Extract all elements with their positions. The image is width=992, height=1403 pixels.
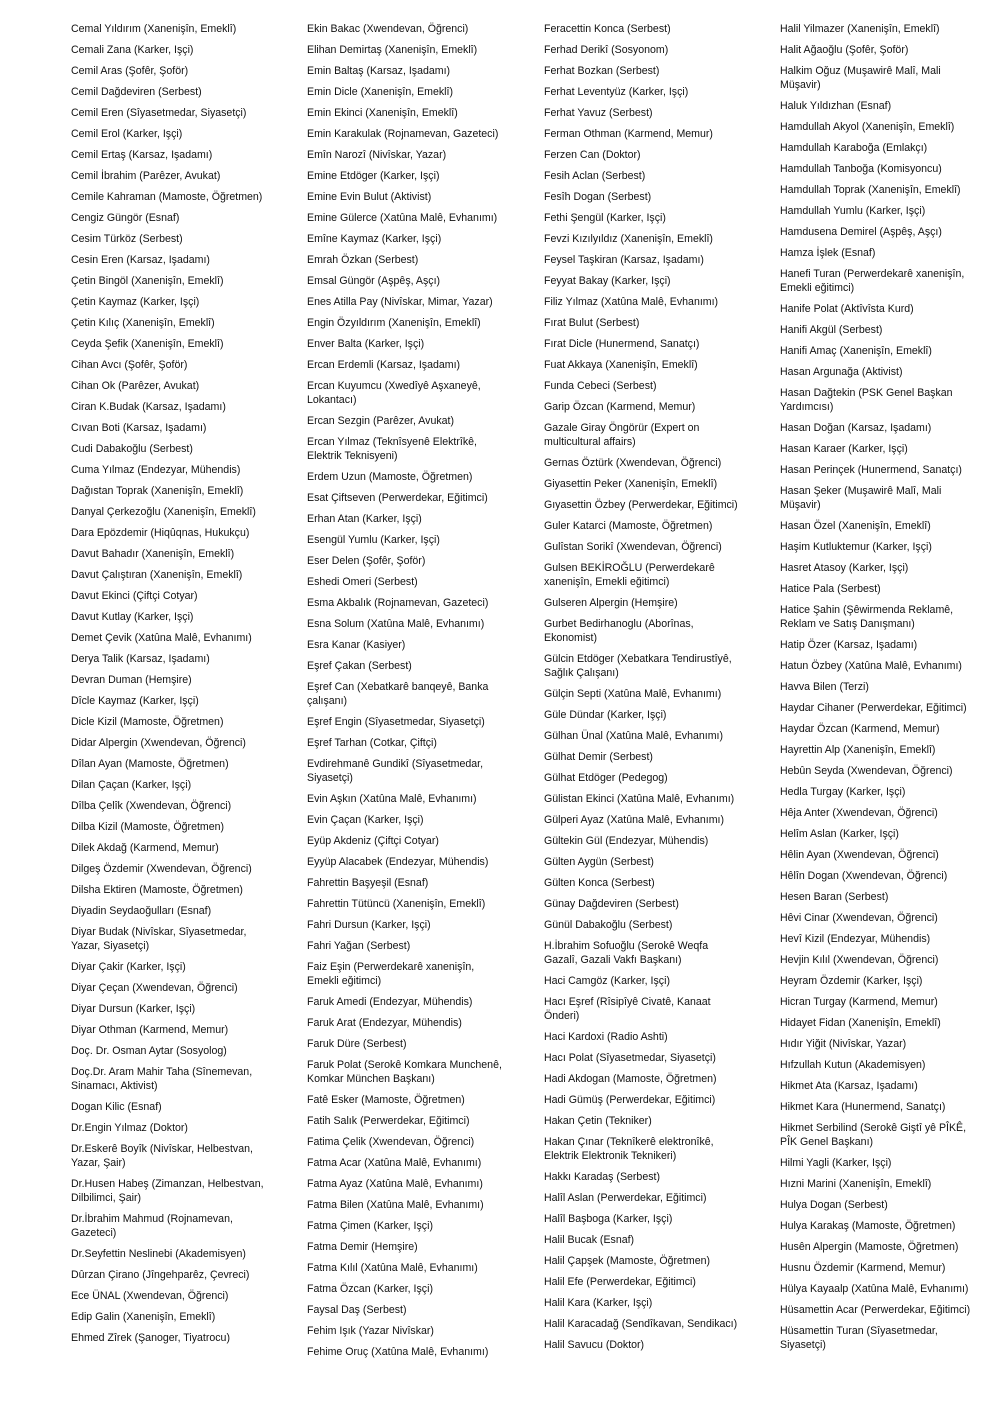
list-item: Gülten Konca (Serbest) [544, 877, 655, 889]
list-item: Cıvan Boti (Karsaz, Işadamı) [71, 422, 207, 434]
list-item: Dr.Seyfettin Neslinebi (Akademisyen) [71, 1248, 246, 1260]
list-item: Enes Atilla Pay (Nivîskar, Mimar, Yazar) [307, 296, 493, 308]
list-item: Emin Karakulak (Rojnamevan, Gazeteci) [307, 128, 499, 140]
list-item: Halîl Aslan (Perwerdekar, Eğitimci) [544, 1192, 707, 1204]
list-item: Hüsamettin Acar (Perwerdekar, Eğitimci) [780, 1304, 971, 1316]
list-item: Emîn Narozî (Nivîskar, Yazar) [307, 149, 447, 161]
list-item: Fevzi Kızılyıldız (Xanenişîn, Emeklî) [544, 233, 713, 245]
list-item: Ceyda Şefik (Xanenişîn, Emeklî) [71, 338, 224, 350]
list-item: Gülten Aygün (Serbest) [544, 856, 654, 868]
list-item: Husên Alpergin (Mamoste, Öğretmen) [780, 1241, 959, 1253]
list-item: Hamdullah Tanboğa (Komisyoncu) [780, 163, 942, 175]
list-item: Hacı Eşref (Rîsipîyê Civatê, Kanaat Önderi) [544, 996, 711, 1022]
list-item: Edip Galin (Xanenişîn, Emeklî) [71, 1311, 216, 1323]
list-item: Fahrettin Başyeşil (Esnaf) [307, 877, 429, 889]
list-item: Evin Çaçan (Karker, Işçi) [307, 814, 424, 826]
list-item: Diyadin Seydaoğulları (Esnaf) [71, 905, 212, 917]
list-item: Cengiz Güngör (Esnaf) [71, 212, 180, 224]
list-item: Hıdır Yiğit (Nivîskar, Yazar) [780, 1038, 907, 1050]
list-item: Gazale Giray Öngörür (Expert on multicultural affairs) [544, 422, 700, 448]
list-item: Faruk Arat (Endezyar, Mühendis) [307, 1017, 462, 1029]
list-item: Hikmet Ata (Karsaz, Işadamı) [780, 1080, 918, 1092]
list-item: Güle Dündar (Karker, Işçi) [544, 709, 667, 721]
list-item: Dağıstan Toprak (Xanenişîn, Emeklî) [71, 485, 244, 497]
list-item: Garip Özcan (Karmend, Memur) [544, 401, 696, 413]
list-item: Filiz Yılmaz (Xatûna Malê, Evhanımı) [544, 296, 719, 308]
list-item: Esma Akbalık (Rojnamevan, Gazeteci) [307, 597, 489, 609]
list-item: Hasret Atasoy (Karker, Işçi) [780, 562, 909, 574]
list-item: Gulseren Alpergin (Hemşire) [544, 597, 678, 609]
list-item: Erhan Atan (Karker, Işçi) [307, 513, 422, 525]
list-item: Gernas Öztürk (Xwendevan, Öğrenci) [544, 457, 722, 469]
list-item: Haydar Cihaner (Perwerdekar, Eğitimci) [780, 702, 967, 714]
list-item: Hüsamettin Turan (Sîyasetmedar, Siyasetçi) [780, 1325, 938, 1351]
list-item: Cesim Türköz (Serbest) [71, 233, 183, 245]
list-item: Cesin Eren (Karsaz, Işadamı) [71, 254, 210, 266]
list-item: Cemile Kahraman (Mamoste, Öğretmen) [71, 191, 263, 203]
list-item: Gıyasettin Özbey (Perwerdekar, Eğitimci) [544, 499, 738, 511]
list-item: Ferhat Yavuz (Serbest) [544, 107, 653, 119]
list-item: Hêvi Cinar (Xwendevan, Öğrenci) [780, 912, 938, 924]
list-item: Emsal Güngör (Aşpêş, Aşçı) [307, 275, 441, 287]
list-item: Dr.Eskerê Boyîk (Nivîskar, Helbestvan, Yazar, Şair) [71, 1143, 253, 1169]
list-item: Gulîstan Sorikî (Xwendevan, Öğrenci) [544, 541, 722, 553]
list-item: Cudi Dabakoğlu (Serbest) [71, 443, 193, 455]
list-item: Halil Çapşek (Mamoste, Öğretmen) [544, 1255, 711, 1267]
list-item: Fatma Ayaz (Xatûna Malê, Evhanımı) [307, 1178, 483, 1190]
list-item: Gülhat Demir (Serbest) [544, 751, 653, 763]
list-item: Hebûn Seyda (Xwendevan, Öğrenci) [780, 765, 953, 777]
list-item: Haci Camgöz (Karker, Işçi) [544, 975, 670, 987]
name-column-3 [544, 22, 740, 1359]
list-item: Doç. Dr. Osman Aytar (Sosyolog) [71, 1045, 227, 1057]
list-item: Davut Ekinci (Çiftçi Cotyar) [71, 590, 198, 602]
list-item: Ferman Othman (Karmend, Memur) [544, 128, 713, 140]
list-item: Halkim Oğuz (Muşawirê Malî, Mali Müşavir) [780, 65, 941, 91]
list-item: Hevjin Kılıl (Xwendevan, Öğrenci) [780, 954, 939, 966]
list-item: Cihan Avcı (Şofêr, Şoför) [71, 359, 188, 371]
list-item: Fatê Esker (Mamoste, Öğretmen) [307, 1094, 465, 1106]
list-item: Elihan Demirtaş (Xanenişîn, Emeklî) [307, 44, 478, 56]
list-item: Ferhat Bozkan (Serbest) [544, 65, 660, 77]
list-item: Faruk Polat (Serokê Komkara Munchenê, Komkar München Başkanı) [307, 1059, 502, 1085]
list-item: Giyasettin Peker (Xanenişîn, Emeklî) [544, 478, 718, 490]
list-item: Fatma Demir (Hemşire) [307, 1241, 418, 1253]
list-item: Doç.Dr. Aram Mahir Taha (Sînemevan, Sinamacı, Aktivist) [71, 1066, 253, 1092]
list-item: Emin Ekinci (Xanenişîn, Emeklî) [307, 107, 458, 119]
list-item: Feyyat Bakay (Karker, Işçi) [544, 275, 671, 287]
list-item: Halil Yilmazer (Xanenişîn, Emeklî) [780, 23, 940, 35]
list-item: Ehmed Zîrek (Şanoger, Tiyatrocu) [71, 1332, 230, 1344]
list-item: Husnu Özdemir (Karmend, Memur) [780, 1262, 946, 1274]
list-item: Erdem Uzun (Mamoste, Öğretmen) [307, 471, 473, 483]
list-item: Diyar Çeçan (Xwendevan, Öğrenci) [71, 982, 238, 994]
list-item: Faruk Düre (Serbest) [307, 1038, 407, 1050]
list-item: Ercan Yılmaz (Teknîsyenê Elektrîkê, Elektrik Teknisyeni) [307, 436, 477, 462]
list-item: Dûrzan Çirano (Jîngehparêz, Çevreci) [71, 1269, 250, 1281]
list-item: Hayrettin Alp (Xanenişîn, Emeklî) [780, 744, 936, 756]
list-item: Hasan Karaer (Karker, Işçi) [780, 443, 908, 455]
list-item: Fatih Salık (Perwerdekar, Eğitimci) [307, 1115, 470, 1127]
list-item: Fatima Çelik (Xwendevan, Öğrenci) [307, 1136, 475, 1148]
list-item: Ferhad Derikî (Sosyonom) [544, 44, 669, 56]
list-item: Halil Kara (Karker, Işçi) [544, 1297, 653, 1309]
list-item: Hacı Polat (Sîyasetmedar, Siyasetçi) [544, 1052, 716, 1064]
list-item: Davut Kutlay (Karker, Işçi) [71, 611, 194, 623]
list-item: Ercan Kuyumcu (Xwedîyê Aşxaneyê, Lokantacı) [307, 380, 481, 406]
list-item: Esna Solum (Xatûna Malê, Evhanımı) [307, 618, 485, 630]
list-item: Dr.İbrahim Mahmud (Rojnamevan, Gazeteci) [71, 1213, 233, 1239]
list-item: Esengül Yumlu (Karker, Işçi) [307, 534, 440, 546]
list-item: Hatice Pala (Serbest) [780, 583, 881, 595]
list-item: Hıfzullah Kutun (Akademisyen) [780, 1059, 926, 1071]
list-item: Gülhat Etdöger (Pedegog) [544, 772, 668, 784]
list-item: Dilba Kizil (Mamoste, Öğretmen) [71, 821, 225, 833]
list-item: Gülcin Etdöger (Xebatkara Tendirustîyê, Sağlık Çalışanı) [544, 653, 732, 679]
list-item: Evin Aşkın (Xatûna Malê, Evhanımı) [307, 793, 477, 805]
list-item: Hikmet Serbilind (Serokê Giştî yê PÎKÊ, PÎK Genel Başkanı) [780, 1122, 967, 1148]
list-item: Esra Kanar (Kasiyer) [307, 639, 406, 651]
list-item: Eyüp Akdeniz (Çiftçi Cotyar) [307, 835, 439, 847]
list-item: Diyar Çakir (Karker, Işçi) [71, 961, 186, 973]
list-item: Hidayet Fidan (Xanenişîn, Emeklî) [780, 1017, 941, 1029]
list-item: Cemil Erol (Karker, Işçi) [71, 128, 183, 140]
list-item: Feracettin Konca (Serbest) [544, 23, 671, 35]
list-item: Faruk Amedi (Endezyar, Mühendis) [307, 996, 473, 1008]
list-item: Hulya Dogan (Serbest) [780, 1199, 888, 1211]
list-item: Diyar Budak (Nivîskar, Sîyasetmedar, Yazar, Siyasetçi) [71, 926, 247, 952]
list-item: Dr.Engin Yılmaz (Doktor) [71, 1122, 188, 1134]
list-item: Hasan Özel (Xanenişîn, Emeklî) [780, 520, 931, 532]
list-item: Hamdullah Karaboğa (Emlakçı) [780, 142, 928, 154]
list-item: Cemil Ertaş (Karsaz, Işadamı) [71, 149, 213, 161]
list-item: Dogan Kilic (Esnaf) [71, 1101, 162, 1113]
list-item: Hakan Çınar (Teknîkerê elektronîkê, Elektrik Elektronik Teknikeri) [544, 1136, 714, 1162]
list-item: Fatma Kılıl (Xatûna Malê, Evhanımı) [307, 1262, 478, 1274]
list-item: Fuat Akkaya (Xanenişîn, Emeklî) [544, 359, 698, 371]
list-item: Gurbet Bedirhanoglu (Aborînas, Ekonomist) [544, 618, 694, 644]
list-item: Fatma Bilen (Xatûna Malê, Evhanımı) [307, 1199, 484, 1211]
list-item: Hêlîn Dogan (Xwendevan, Öğrenci) [780, 870, 948, 882]
list-item: Emine Etdöger (Karker, Işçi) [307, 170, 440, 182]
name-column-4 [780, 22, 976, 1359]
list-item: Hasan Şeker (Muşawirê Malî, Mali Müşavir) [780, 485, 942, 511]
list-item: Gülhan Ünal (Xatûna Malê, Evhanımı) [544, 730, 724, 742]
list-item: Fahri Yağan (Serbest) [307, 940, 411, 952]
list-item: Cuma Yılmaz (Endezyar, Mühendis) [71, 464, 241, 476]
list-item: Eşref Tarhan (Cotkar, Çiftçi) [307, 737, 437, 749]
list-item: Derya Talik (Karsaz, Işadamı) [71, 653, 210, 665]
list-item: Günül Dabakoğlu (Serbest) [544, 919, 673, 931]
list-item: Hatip Özer (Karsaz, Işadamı) [780, 639, 918, 651]
name-column-1 [71, 22, 267, 1352]
list-item: Hanifi Akgül (Serbest) [780, 324, 883, 336]
list-item: Hasan Perinçek (Hunermend, Sanatçı) [780, 464, 962, 476]
list-item: Fethi Şengül (Karker, Işçi) [544, 212, 666, 224]
list-item: Cemil Aras (Şofêr, Şoför) [71, 65, 189, 77]
list-item: Hatice Şahin (Şêwirmenda Reklamê, Reklam ve Satış Danışmanı) [780, 604, 954, 630]
list-item: Halil Savucu (Doktor) [544, 1339, 645, 1351]
list-item: Didar Alpergin (Xwendevan, Öğrenci) [71, 737, 246, 749]
list-item: Eşref Can (Xebatkarê banqeyê, Banka çalışanı) [307, 681, 489, 707]
list-item: Funda Cebeci (Serbest) [544, 380, 657, 392]
list-item: Hülya Kayaalp (Xatûna Malê, Evhanımı) [780, 1283, 969, 1295]
list-item: Hızni Marini (Xanenişîn, Emeklî) [780, 1178, 932, 1190]
list-item: Hamdullah Akyol (Xanenişîn, Emeklî) [780, 121, 955, 133]
list-item: Halîl Başboga (Karker, Işçi) [544, 1213, 673, 1225]
list-item: Hadi Akdogan (Mamoste, Öğretmen) [544, 1073, 717, 1085]
list-item: Gülperi Ayaz (Xatûna Malê, Evhanımı) [544, 814, 724, 826]
list-item: Hedla Turgay (Karker, Işçi) [780, 786, 906, 798]
list-item: Cihan Ok (Parêzer, Avukat) [71, 380, 200, 392]
list-item: Çetin Kaymaz (Karker, Işçi) [71, 296, 200, 308]
list-item: Hicran Turgay (Karmend, Memur) [780, 996, 938, 1008]
list-item: Diyar Dursun (Karker, Işçi) [71, 1003, 196, 1015]
list-item: Halil Efe (Perwerdekar, Eğitimci) [544, 1276, 696, 1288]
list-item: Hamza İşlek (Esnaf) [780, 247, 876, 259]
list-item: Gültekin Gül (Endezyar, Mühendis) [544, 835, 709, 847]
list-item: Fahri Dursun (Karker, Işçi) [307, 919, 431, 931]
list-item: Halit Ağaoğlu (Şofêr, Şoför) [780, 44, 909, 56]
list-item: Faiz Eşin (Perwerdekarê xanenişîn, Emekli eğitimci) [307, 961, 475, 987]
list-item: Hakkı Karadaş (Serbest) [544, 1171, 660, 1183]
list-item: Ercan Sezgin (Parêzer, Avukat) [307, 415, 455, 427]
list-item: Dicle Kizil (Mamoste, Öğretmen) [71, 716, 224, 728]
list-item: Hasan Doğan (Karsaz, Işadamı) [780, 422, 932, 434]
list-item: Dîlan Ayan (Mamoste, Öğretmen) [71, 758, 229, 770]
list-item: Faysal Daş (Serbest) [307, 1304, 407, 1316]
list-item: Fatma Çimen (Karker, Işçi) [307, 1220, 433, 1232]
list-item: Diyar Othman (Karmend, Memur) [71, 1024, 229, 1036]
list-item: Hanefi Turan (Perwerdekarê xanenişîn, Emekli eğitimci) [780, 268, 965, 294]
list-item: Hêlin Ayan (Xwendevan, Öğrenci) [780, 849, 939, 861]
list-item: Danyal Çerkezoğlu (Xanenişîn, Emeklî) [71, 506, 256, 518]
list-item: Hilmi Yagli (Karker, Işçi) [780, 1157, 892, 1169]
list-item: Gülistan Ekinci (Xatûna Malê, Evhanımı) [544, 793, 735, 805]
list-item: Hasan Dağtekin (PSK Genel Başkan Yardımcısı) [780, 387, 953, 413]
list-item: Helîm Aslan (Karker, Işçi) [780, 828, 899, 840]
list-item: Cemal Yıldırım (Xanenişîn, Emeklî) [71, 23, 237, 35]
list-item: Fırat Bulut (Serbest) [544, 317, 640, 329]
list-item: Çetin Bingöl (Xanenişîn, Emeklî) [71, 275, 224, 287]
list-item: Fehim Işık (Yazar Nivîskar) [307, 1325, 434, 1337]
list-item: Fesih Aclan (Serbest) [544, 170, 646, 182]
list-item: Fatma Acar (Xatûna Malê, Evhanımı) [307, 1157, 482, 1169]
list-item: Havva Bilen (Terzi) [780, 681, 869, 693]
list-item: Fesîh Dogan (Serbest) [544, 191, 652, 203]
list-item: Eşref Çakan (Serbest) [307, 660, 412, 672]
list-item: Günay Dağdeviren (Serbest) [544, 898, 679, 910]
list-item: Dilgeş Özdemir (Xwendevan, Öğrenci) [71, 863, 252, 875]
list-item: Engin Özyıldırım (Xanenişîn, Emeklî) [307, 317, 481, 329]
list-item: Eser Delen (Şofêr, Şoför) [307, 555, 426, 567]
list-item: Hanife Polat (Aktîvîsta Kurd) [780, 303, 914, 315]
list-item: Feysel Taşkiran (Karsaz, Işadamı) [544, 254, 704, 266]
list-item: H.İbrahim Sofuoğlu (Serokê Weqfa Gazalî, Gazali Vakfı Başkanı) [544, 940, 709, 966]
list-item: Davut Çalıştıran (Xanenişîn, Emeklî) [71, 569, 243, 581]
list-item: Haluk Yıldızhan (Esnaf) [780, 100, 892, 112]
list-item: Hulya Karakaş (Mamoste, Öğretmen) [780, 1220, 956, 1232]
list-item: Heyram Özdemir (Karker, Işçi) [780, 975, 923, 987]
list-item: Haci Kardoxi (Radio Ashti) [544, 1031, 668, 1043]
list-item: Çetin Kılıç (Xanenişîn, Emeklî) [71, 317, 215, 329]
list-item: Cemali Zana (Karker, Işçi) [71, 44, 194, 56]
list-item: Dr.Husen Habeş (Zimanzan, Helbestvan, Dilbilimci, Şair) [71, 1178, 264, 1204]
list-item: Guler Katarci (Mamoste, Öğretmen) [544, 520, 713, 532]
list-item: Emîne Kaymaz (Karker, Işçi) [307, 233, 442, 245]
list-item: Gülçin Septi (Xatûna Malê, Evhanımı) [544, 688, 722, 700]
list-item: Fehime Oruç (Xatûna Malê, Evhanımı) [307, 1346, 489, 1358]
list-item: Esat Çiftseven (Perwerdekar, Eğitimci) [307, 492, 488, 504]
name-column-2 [307, 22, 503, 1366]
list-item: Hamdusena Demirel (Aşpêş, Aşçı) [780, 226, 942, 238]
list-item: Eyyüp Alacabek (Endezyar, Mühendis) [307, 856, 489, 868]
list-item: Halil Karacadağ (Sendîkavan, Sendikacı) [544, 1318, 738, 1330]
list-item: Ferhat Leventyüz (Karker, Işçi) [544, 86, 689, 98]
list-item: Hatun Özbey (Xatûna Malê, Evhanımı) [780, 660, 962, 672]
list-item: Eşref Engin (Sîyasetmedar, Siyasetçi) [307, 716, 485, 728]
list-item: Hakan Çetin (Tekniker) [544, 1115, 652, 1127]
list-item: Hadi Gümüş (Perwerdekar, Eğitimci) [544, 1094, 716, 1106]
list-item: Haydar Özcan (Karmend, Memur) [780, 723, 940, 735]
list-item: Halil Bucak (Esnaf) [544, 1234, 635, 1246]
list-item: Hêja Anter (Xwendevan, Öğrenci) [780, 807, 938, 819]
list-item: Hamdullah Yumlu (Karker, Işçi) [780, 205, 926, 217]
list-item: Ece ÜNAL (Xwendevan, Öğrenci) [71, 1290, 229, 1302]
list-item: Hikmet Kara (Hunermend, Sanatçı) [780, 1101, 946, 1113]
list-item: Eshedi Omeri (Serbest) [307, 576, 418, 588]
list-item: Dilsha Ektiren (Mamoste, Öğretmen) [71, 884, 243, 896]
list-item: Davut Bahadır (Xanenişîn, Emeklî) [71, 548, 235, 560]
list-item: Devran Duman (Hemşire) [71, 674, 192, 686]
list-item: Emine Gülerce (Xatûna Malê, Evhanımı) [307, 212, 498, 224]
list-item: Hesen Baran (Serbest) [780, 891, 889, 903]
list-item: Emin Baltaş (Karsaz, Işadamı) [307, 65, 451, 77]
list-item: Emine Evin Bulut (Aktivist) [307, 191, 432, 203]
list-item: Cemil Eren (Sîyasetmedar, Siyasetçi) [71, 107, 247, 119]
list-item: Dilan Çaçan (Karker, Işçi) [71, 779, 192, 791]
list-item: Dara Epözdemir (Hiqûqnas, Hukukçu) [71, 527, 250, 539]
list-item: Hasan Argunağa (Aktivist) [780, 366, 903, 378]
list-item: Hevî Kizil (Endezyar, Mühendis) [780, 933, 931, 945]
list-item: Fahrettin Tütüncü (Xanenişîn, Emeklî) [307, 898, 486, 910]
list-item: Fırat Dicle (Hunermend, Sanatçı) [544, 338, 700, 350]
list-item: Ciran K.Budak (Karsaz, Işadamı) [71, 401, 226, 413]
list-item: Dîlba Çelîk (Xwendevan, Öğrenci) [71, 800, 232, 812]
list-item: Dilek Akdağ (Karmend, Memur) [71, 842, 219, 854]
list-item: Ercan Erdemli (Karsaz, Işadamı) [307, 359, 461, 371]
list-item: Cemil Dağdeviren (Serbest) [71, 86, 202, 98]
list-item: Dîcle Kaymaz (Karker, Işçi) [71, 695, 199, 707]
list-item: Gulsen BEKİROĞLU (Perwerdekarê xanenişîn, Emekli eğitimci) [544, 562, 715, 588]
list-item: Demet Çevik (Xatûna Malê, Evhanımı) [71, 632, 252, 644]
list-item: Enver Balta (Karker, Işçi) [307, 338, 425, 350]
list-item: Emin Dicle (Xanenişîn, Emeklî) [307, 86, 454, 98]
list-item: Fatma Özcan (Karker, Işçi) [307, 1283, 433, 1295]
list-item: Hamdullah Toprak (Xanenişîn, Emeklî) [780, 184, 961, 196]
list-item: Ferzen Can (Doktor) [544, 149, 641, 161]
list-item: Hanifi Amaç (Xanenişîn, Emeklî) [780, 345, 932, 357]
list-item: Evdirehmanê Gundikî (Sîyasetmedar, Siyasetçi) [307, 758, 484, 784]
list-item: Cemil İbrahim (Parêzer, Avukat) [71, 170, 221, 182]
list-item: Haşim Kutluktemur (Karker, Işçi) [780, 541, 932, 553]
list-item: Ekin Bakac (Xwendevan, Öğrenci) [307, 23, 469, 35]
list-item: Emrah Özkan (Serbest) [307, 254, 419, 266]
